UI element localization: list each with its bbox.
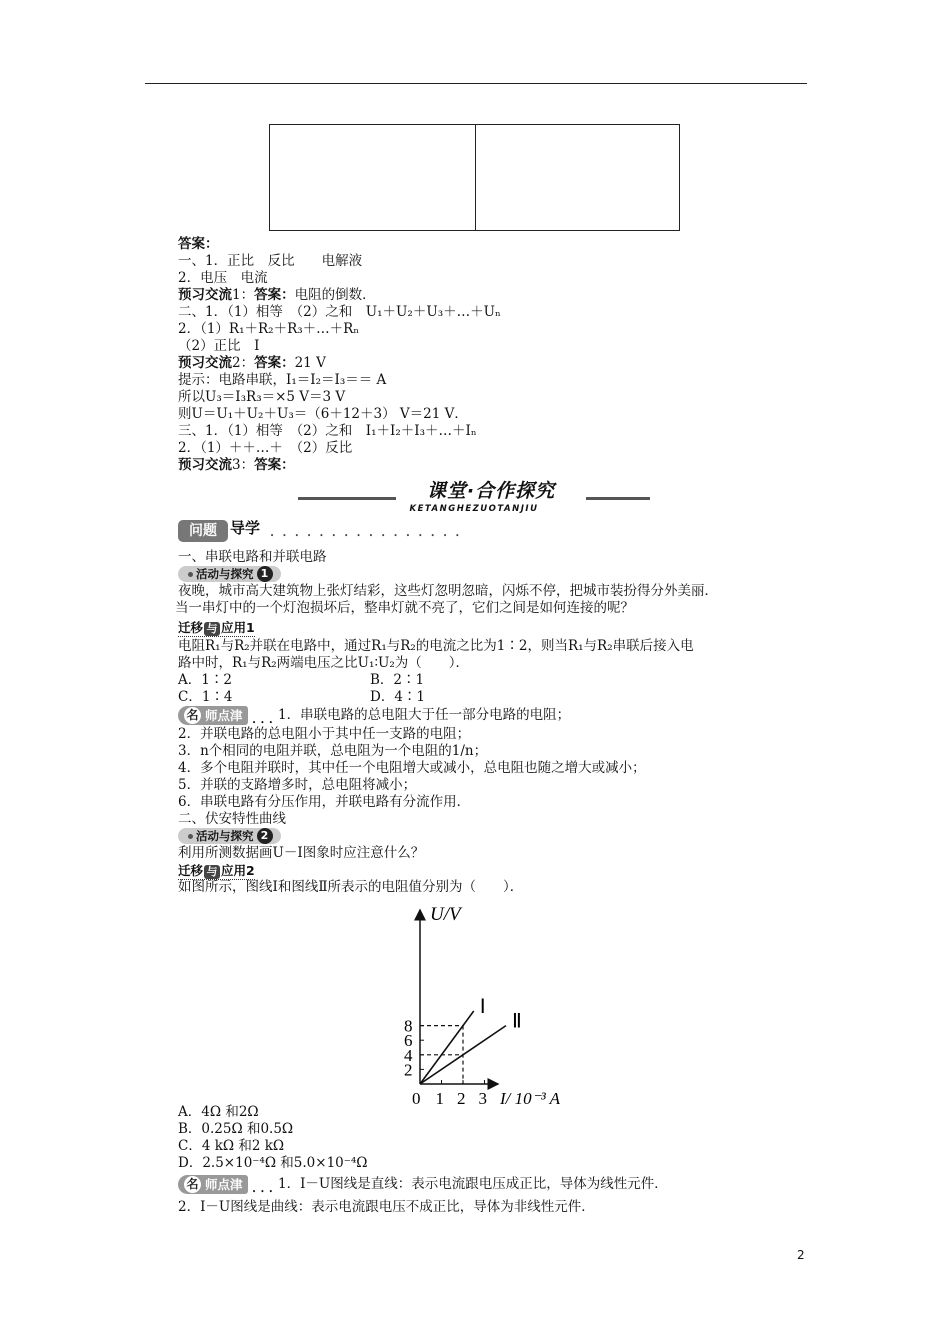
y-tick-label: 8	[404, 1016, 413, 1036]
wenti-text: 导学	[230, 519, 261, 537]
section-title: 二、伏安特性曲线	[178, 811, 286, 827]
x-tick-label: 2	[457, 1089, 466, 1108]
table-divider	[475, 125, 476, 230]
question: 电阻R₁与R₂并联在电路中，通过R₁与R₂的电流之比为1∶2，则当R₁与R₂串联后接入电	[178, 638, 694, 654]
option-d: D．2.5×10⁻⁴Ω 和5.0×10⁻⁴Ω	[178, 1155, 368, 1171]
note-line: 6．串联电路有分压作用，并联电路有分流作用．	[178, 794, 471, 810]
y-axis-label: U/V	[430, 904, 461, 925]
paragraph: 夜晚，城市高大建筑物上张灯结彩，这些灯忽明忽暗，闪烁不停，把城市装扮得分外美丽．	[178, 583, 718, 599]
answer-label: 答案：	[254, 287, 295, 303]
answer-line: 二、1．（1）相等 （2）之和 U₁＋U₂＋U₃＋…＋Uₙ	[178, 304, 501, 320]
banner-title: 课堂·合作探究	[396, 476, 586, 500]
answer-line: 所以U₃＝I₃R₃＝×5 V＝3 V	[178, 389, 346, 405]
x-axis-label: I/ 10⁻³ A	[500, 1089, 561, 1108]
option-b: B．0.25Ω 和0.5Ω	[178, 1121, 294, 1137]
option-c: C．4 kΩ 和2 kΩ	[178, 1138, 285, 1154]
option-c: C．1∶4	[178, 689, 233, 705]
preview-num: 3：	[232, 457, 255, 473]
answer-line: 三、1．（1）相等 （2）之和 I₁＋I₂＋I₃＋…＋Iₙ	[178, 423, 477, 439]
activity-tag-1: 活动与探究 1	[178, 566, 281, 582]
answer-options	[178, 1104, 668, 1216]
answer-line: 2．（1）R₁＋R₂＋R₃＋…＋Rₙ	[178, 321, 360, 337]
preview-label: 预习交流	[178, 287, 232, 303]
series-label-1: Ⅰ	[479, 996, 486, 1018]
answer-text: 电阻的倒数．	[294, 287, 376, 303]
header-rule	[145, 83, 807, 84]
banner-subtitle: KETANGHEZUOTANJIU	[409, 504, 539, 514]
page-number: 2	[797, 1248, 805, 1262]
bullet-icon	[188, 834, 193, 839]
y-tick-label: 6	[404, 1031, 413, 1051]
answer-line: 2．电压 电流	[178, 270, 268, 286]
y-tick-label: 2	[404, 1060, 413, 1080]
x-tick-label: 0	[412, 1089, 421, 1108]
answers-block	[178, 236, 501, 474]
answer-line: 一、1．正比 反比 电解液	[178, 253, 363, 269]
x-tick-label: 1	[435, 1089, 444, 1108]
option-b: B．2∶1	[370, 672, 425, 688]
teacher-note-tag: 名 师点津 • • •	[178, 1175, 278, 1194]
answers-heading: 答案：	[178, 236, 219, 252]
series-line-1	[420, 1011, 474, 1084]
section-banner	[298, 477, 650, 514]
note-line: 1．串联电路的总电阻大于任一部分电路的电阻；	[278, 707, 571, 723]
application-tag-1: 迁移 与 应用1	[178, 620, 255, 635]
question: 路中时，R₁与R₂两端电压之比U₁∶U₂为（ ）．	[178, 655, 469, 671]
series-label-2: Ⅱ	[512, 1010, 522, 1033]
note-line: 4．多个电阻并联时，其中任一个电阻增大或减小，总电阻也随之增大或减小；	[178, 760, 646, 776]
option-a: A．1∶2	[178, 672, 232, 688]
answer-line: 提示：电路串联，I₁＝I₂＝I₃＝＝ A	[178, 372, 387, 388]
note-line: 2．I－U图线是曲线：表示电流跟电压不成正比，导体为非线性元件．	[178, 1199, 595, 1215]
y-tick-label: 4	[404, 1045, 413, 1065]
wenti-heading	[178, 519, 463, 542]
application-tag-2: 迁移 与 应用2	[178, 863, 255, 878]
option-a: A．4Ω 和2Ω	[178, 1104, 259, 1120]
answer-text: 21 V	[294, 355, 326, 371]
preview-num: 2：	[232, 355, 255, 371]
note-line: 1．I－U图线是直线：表示电流跟电压成正比，导体为线性元件．	[278, 1176, 668, 1192]
preview-label: 预习交流	[178, 457, 232, 473]
preview-label: 预习交流	[178, 355, 232, 371]
dotted-leader: • • • • • • • • • • • • • • • •	[270, 532, 463, 540]
answer-line: 则U＝U₁＋U₂＋U₃＝（6＋12＋3） V＝21 V．	[178, 406, 468, 422]
preview-num: 1：	[232, 287, 255, 303]
activity-tag-2: 活动与探究 2	[178, 828, 281, 844]
answer-line: 2．（1）＋＋…＋ （2）反比	[178, 440, 353, 456]
teacher-note-tag: 名 师点津 • • •	[178, 706, 278, 725]
note-line: 5．并联的支路增多时，总电阻将减小；	[178, 777, 417, 793]
question: 如图所示，图线Ⅰ和图线Ⅱ所表示的电阻值分别为（ ）．	[178, 879, 524, 895]
x-tick-label: 3	[478, 1089, 487, 1108]
option-d: D．4∶1	[370, 689, 426, 705]
u-i-chart	[398, 900, 588, 1110]
answer-label: 答案：	[254, 355, 295, 371]
answer-label: 答案：	[254, 457, 295, 473]
answer-line: （2）正比 I	[178, 338, 260, 354]
wenti-badge: 问题	[178, 520, 228, 542]
note-line: 3．n个相同的电阻并联，总电阻为一个电阻的1/n；	[178, 743, 488, 759]
bullet-icon	[188, 572, 193, 577]
section-1	[175, 549, 718, 896]
section-title: 一、串联电路和并联电路	[178, 549, 327, 565]
note-line: 2．并联电路的总电阻小于其中任一支路的电阻；	[178, 726, 471, 742]
paragraph: 当一串灯中的一个灯泡损坏后，整串灯就不亮了，它们之间是如何连接的呢？	[175, 600, 634, 616]
paragraph: 利用所测数据画U－I图象时应注意什么？	[178, 845, 425, 861]
empty-answer-table	[269, 124, 680, 231]
